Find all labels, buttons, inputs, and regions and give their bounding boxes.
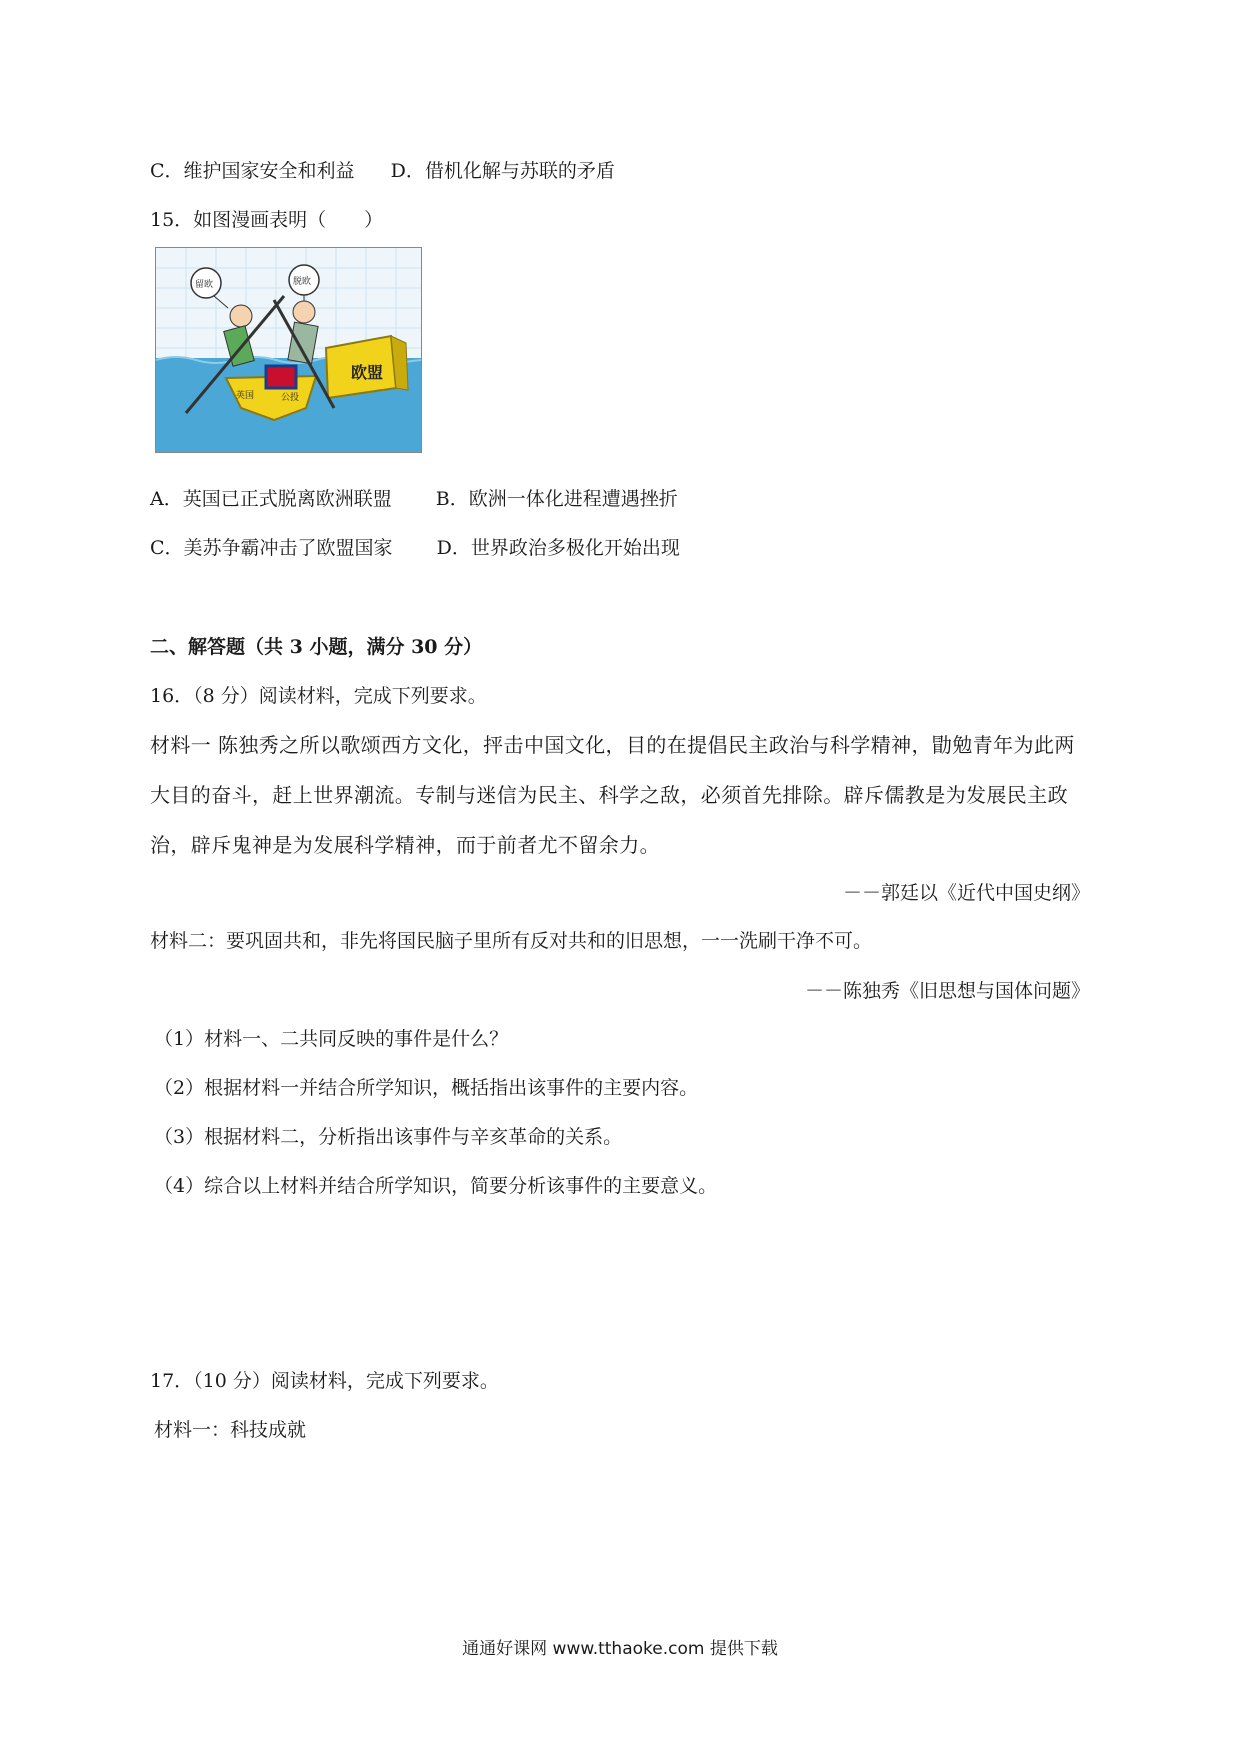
q16-question-4: （4）综合以上材料并结合所学知识，简要分析该事件的主要意义。	[154, 1175, 718, 1197]
q15-option-c: C．美苏争霸冲击了欧盟国家	[150, 537, 393, 559]
q14-option-c: C．维护国家安全和利益	[150, 160, 355, 182]
q16-question-1: （1）材料一、二共同反映的事件是什么？	[154, 1028, 509, 1050]
q16-question-2: （2）根据材料一并结合所学知识，概括指出该事件的主要内容。	[154, 1077, 699, 1099]
cartoon-bubble-right: 脱欧	[293, 277, 312, 287]
page-footer: 通通好课网 www.tthaoke.com 提供下载	[462, 1639, 778, 1659]
q15-option-b: B．欧洲一体化进程遭遇挫折	[435, 488, 678, 510]
q16-question-3: （3）根据材料二，分析指出该事件与辛亥革命的关系。	[154, 1126, 623, 1148]
q17-material-1: 材料一：科技成就	[154, 1419, 307, 1441]
q15-stem: 15．如图漫画表明（ ）	[150, 209, 384, 231]
section-2-title: 二、解答题（共 3 小题，满分 30 分）	[150, 636, 483, 658]
cartoon-boat-label-1: 英国	[236, 391, 255, 401]
cartoon-bubble-left: 留欧	[195, 280, 214, 290]
q15-option-d: D．世界政治多极化开始出现	[436, 537, 680, 559]
q17-stem: 17．（10 分）阅读材料，完成下列要求。	[150, 1370, 499, 1392]
q16-stem: 16．（8 分）阅读材料，完成下列要求。	[150, 685, 487, 707]
q15-options-row-2	[150, 535, 680, 561]
cartoon-block-label: 欧盟	[351, 363, 384, 382]
cartoon-drawing	[156, 248, 421, 452]
q15-options-row-1	[150, 486, 678, 512]
q16-source-1: －－郭廷以《近代中国史纲》	[842, 882, 1090, 904]
q16-source-2: －－陈独秀《旧思想与国体问题》	[804, 980, 1090, 1002]
q15-cartoon-image	[155, 247, 422, 453]
q14-option-d: D．借机化解与苏联的矛盾	[390, 160, 615, 182]
q15-option-a: A．英国已正式脱离欧洲联盟	[150, 488, 392, 510]
q16-material-1: 材料一 陈独秀之所以歌颂西方文化，抨击中国文化，目的在提倡民主政治与科学精神，勖勉青年为此两大目的奋斗，赶上世界潮流。专制与迷信为民主、科学之敌，必须首先排除。辟斥儒教是为发展民主政治，辟斥鬼神是为发展科学精神，而于前者尤不留余力。	[150, 733, 1075, 857]
cartoon-boat-label-2: 公投	[281, 393, 300, 403]
q16-material-2: 材料二：要巩固共和，非先将国民脑子里所有反对共和的旧思想，一一洗刷干净不可。	[150, 930, 873, 952]
q14-options-row	[150, 158, 615, 184]
